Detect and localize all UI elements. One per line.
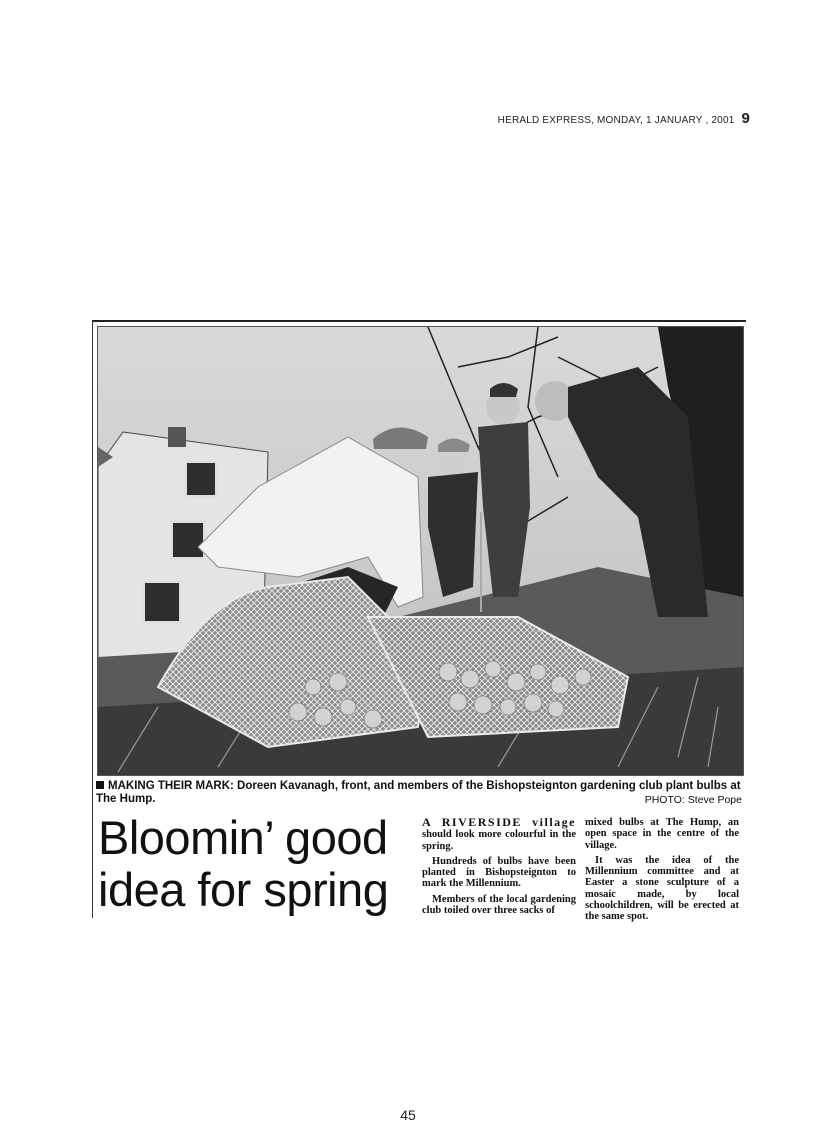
body-paragraph: Members of the local gardening club toiled over three sacks of <box>422 893 576 917</box>
lead-caps: A RIVERSIDE village <box>422 815 576 829</box>
lead-paragraph <box>422 817 576 852</box>
body-column-2 <box>585 817 739 927</box>
masthead <box>470 110 750 127</box>
headline-line-1: Bloomin’ good <box>98 811 388 864</box>
newspaper-page-number: 9 <box>741 110 750 127</box>
caption-bullet <box>96 781 104 789</box>
caption-lead: MAKING THEIR MARK: <box>108 780 234 792</box>
photo-credit: PHOTO: Steve Pope <box>644 794 742 806</box>
body-paragraph: It was the idea of the Millennium committee and at Easter a stone sculpture of a mosaic made, by local schoolchildren, will be erected at the same spot. <box>585 854 739 923</box>
headline <box>98 812 413 916</box>
lead-rest: should look more colourful in the spring. <box>422 829 576 852</box>
document-page-number: 45 <box>400 1107 416 1123</box>
news-photo <box>97 326 744 776</box>
left-column-rule <box>92 320 93 918</box>
body-paragraph: Hundreds of bulbs have been planted in Bishopsteignton to mark the Millennium. <box>422 855 576 890</box>
top-rule <box>93 320 746 322</box>
body-paragraph: mixed bulbs at The Hump, an open space in the centre of the village. <box>585 817 739 851</box>
body-column-1 <box>422 817 576 920</box>
headline-line-2: idea for spring <box>98 863 389 916</box>
caption-text: Doreen Kavanagh, front, and members of the Bishopsteignton gardening club plant bulbs at The Hump. <box>96 780 741 805</box>
masthead-text: HERALD EXPRESS, MONDAY, 1 JANUARY , 2001 <box>497 115 735 126</box>
